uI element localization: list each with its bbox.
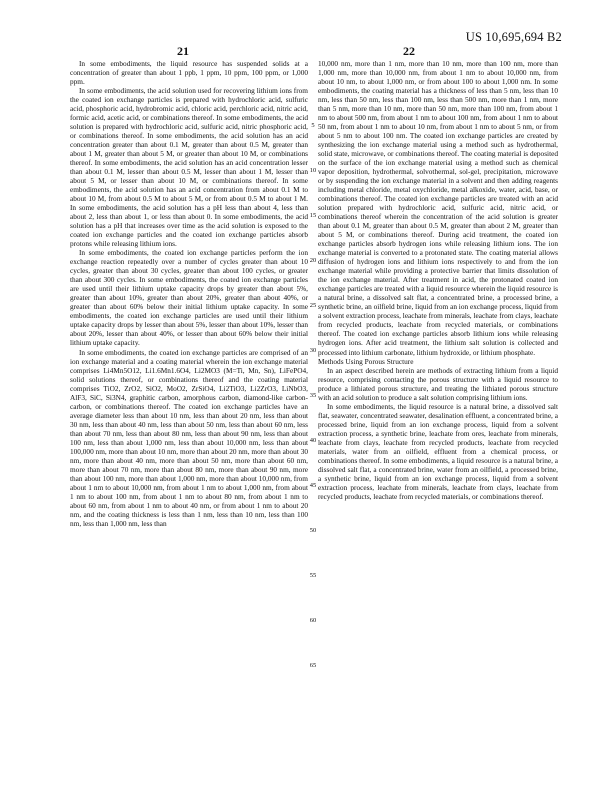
page-header bbox=[0, 30, 612, 50]
line-number: 10 bbox=[309, 167, 317, 174]
line-number: 45 bbox=[309, 482, 317, 489]
line-number: 35 bbox=[309, 392, 317, 399]
line-number: 65 bbox=[309, 662, 317, 669]
left-column bbox=[70, 59, 308, 528]
line-number: 30 bbox=[309, 347, 317, 354]
line-number: 20 bbox=[309, 257, 317, 264]
paragraph: In some embodiments, the coated ion exchange particles are comprised of an ion exchange material and a coating material wherein the ion exchange material comprises Li4Mn5O12, Li1.6Mn1.6O4, Li2MO3 (M=Ti, Mn, Sn), LiFePO4, solid solutions thereof, or combinations thereof and the coating material comprises TiO2, ZrO2, SiO2, MoO2, ZrSiO4, Li2TiO3, Li2ZrO3, LiNbO3, AlF3, SiC, Si3N4, graphitic carbon, amorphous carbon, diamond-like carbon-carbon, or combinations thereof. The coated ion exchange particles have an average diameter less than about 10 nm, less than about 20 nm, less than about 30 nm, less than about 40 nm, less than about 50 nm, less than about 60 nm, less than about 70 nm, less than about 80 nm, less than about 90 nm, less than about 100 nm, less than about 1,000 nm, less than about 10,000 nm, less than about 100,000 nm, more than about 10 nm, more than about 20 nm, more than about 30 nm, more than about 40 nm, more than about 50 nm, more than about 60 nm, more than about 70 nm, more than about 80 nm, more than about 90 nm, more than about 100 nm, more than about 1,000 nm, more than about 10,000 nm, from about 1 nm to about 10,000 nm, from about 1 nm to about 1,000 nm, from about 1 nm to about 100 nm, from about 1 nm to about 80 nm, from about 1 nm to about 60 nm, from about 1 nm to about 40 nm, or from about 1 nm to about 20 nm, and the coating thickness is less than 1 nm, less than 10 nm, less than 100 nm, less than 1,000 nm, less than bbox=[70, 347, 308, 528]
patent-number: US 10,695,694 B2 bbox=[465, 30, 562, 44]
paragraph: In some embodiments, the acid solution used for recovering lithium ions from the coated ion exchange particles is prepared with hydrochloric acid, sulfuric acid, phosphoric acid, hydrobromic acid, chloric acid, perchloric acid, nitric acid, formic acid, acetic acid, or combinations thereof. In some embodiments, the acid solution is prepared with hydrochloric acid, sulfuric acid, nitric phosphoric acid, or combinations thereof. In some embodiments, the acid solution has an acid concentration greater than about 0.1 M, greater than about 0.5 M, greater than about 1 M, greater than about 5 M, or greater than about 10 M, or combinations thereof. In some embodiments, the acid solution has an acid concentration lesser than about 0.1 M, lesser than about 0.5 M, lesser than about 1 M, lesser than about 5 M, or lesser than about 10 M, or combinations thereof. In some embodiments, the acid solution has an acid concentration from about 0.1 M to about 10 M, from about 0.5 M to about 5 M, or from about 0.5 M to about 1 M. In some embodiments, the acid solution has a pH less than about 4, less than about 2, less than about 1, or less than about 0. In some embodiments, the acid solution has a pH that increases over time as the acid solution is exposed to the coated ion exchange particles and the coated ion exchange particles absorb protons while releasing lithium ions. bbox=[70, 86, 308, 249]
left-column-number: 21 bbox=[177, 44, 189, 58]
paragraph: In some embodiments, the coated ion exchange particles perform the ion exchange reaction repeatedly over a number of cycles greater than about 10 cycles, greater than about 30 cycles, greater than about 100 cycles, or greater than about 300 cycles. In some embodiments, the coated ion exchange particles are used until their lithium uptake capacity drops by greater than about 5%, greater than about 10%, greater than about 20%, greater than about 40%, or greater than about 60% below their initial lithium uptake capacity. In some embodiments, the coated ion exchange particles are used until their lithium uptake capacity drops by lesser than about 5%, lesser than about 10%, lesser than about 20%, lesser than about 40%, or lesser than about 60% below their initial lithium uptake capacity. bbox=[70, 248, 308, 348]
paragraph: In some embodiments, the liquid resource has suspended solids at a concentration of greater than about 1 ppb, 1 ppm, 10 ppm, 100 ppm, or 1,000 ppm. bbox=[70, 59, 308, 87]
line-number: 25 bbox=[309, 302, 317, 309]
paragraph: In an aspect described herein are methods of extracting lithium from a liquid resource, comprising contacting the porous structure with a liquid resource to produce a lithiated porous structure, and treating the lithiated porous structure with an acid solution to produce a salt solution comprising lithium ions. bbox=[318, 365, 558, 402]
line-number: 15 bbox=[309, 212, 317, 219]
paragraph: 10,000 nm, more than 1 nm, more than 10 nm, more than 100 nm, more than 1,000 nm, more than 10,000 nm, from about 1 nm to about 10,000 nm, from about 10 nm, to about 1,000 nm, or from about 100 to about 1,000 nm. In some embodiments, the coating material has a thickness of less than 5 nm, less than 10 nm, less than 50 nm, less than 100 nm, less than 500 nm, more than 1 nm, more than 5 nm, more than 10 nm, more than 50 nm, more than 100 nm, from about 1 nm to about 500 nm, from about 1 nm to about 100 nm, from about 1 nm to about 50 nm, from about 1 nm to about 10 nm, from about 1 nm to about 5 nm, or from about 5 nm to about 100 nm. The coated ion exchange particles are created by synthesizing the ion exchange material using a method such as hydrothermal, solid state, microwave, or combinations thereof. The coating material is deposited on the surface of the ion exchange material using a method such as chemical vapor deposition, hydrothermal, solvothermal, sol-gel, precipitation, microwave or by suspending the ion exchange material in a solvent and then adding reagents including metal chloride, metal oxychloride, metal alkoxide, water, acid, base, or combinations thereof. The coated ion exchange particles are treated with an acid solution prepared with hydrochloric acid, sulfuric acid, nitric acid, or combinations thereof wherein the concentration of the acid solution is greater than about 0.1 M, greater than about 0.5 M, greater than about 2 M, greater than about 5 M, or combinations thereof. During acid treatment, the coated ion exchange particles absorb hydrogen ions while releasing lithium ions. The ion exchange material is converted to a protonated state. The coating material allows diffusion of hydrogen ions and lithium ions respectively to and from the ion exchange material while providing a protective barrier that limits dissolution of the ion exchange material. After treatment in acid, the protonated coated ion exchange particles are treated with a liquid resource wherein the liquid resource is a natural brine, a dissolved salt flat, a concentrated brine, a processed brine, a synthetic brine, an oilfield brine, liquid from an ion exchange process, liquid from a solvent extraction process, leachate from minerals, leachate from clays, leachate from recycled products, leachate from recycled materials, or combinations thereof. The coated ion exchange particles absorb lithium ions while releasing hydrogen ions. After acid treatment, the lithium salt solution is collected and processed into lithium carbonate, lithium hydroxide, or lithium phosphate. bbox=[318, 59, 558, 357]
paragraph: In some embodiments, the liquid resource is a natural brine, a dissolved salt flat, seawater, concentrated seawater, desalination effluent, a concentrated brine, a processed brine, liquid from an ion exchange process, liquid from a solvent extraction process, a synthetic brine, leachate from ores, leachate from minerals, leachate from clays, leachate from recycled products, leachate from recycled materials, water from an oilfield, effluent from a chemical process, or combinations thereof. In some embodiments, a liquid resource is a natural brine, a dissolved salt flat, a concentrated brine, water from an oilfield, a processed brine, a synthetic brine, liquid from an ion exchange process, liquid from a solvent extraction process, leachate from minerals, leachate from clays, leachate from recycled products, leachate from recycled materials, or combinations thereof. bbox=[318, 401, 558, 501]
line-number: 55 bbox=[309, 572, 317, 579]
line-number: 40 bbox=[309, 437, 317, 444]
line-number: 5 bbox=[311, 122, 315, 129]
line-number: 50 bbox=[309, 527, 317, 534]
right-column-number: 22 bbox=[403, 44, 415, 58]
right-column bbox=[318, 59, 558, 501]
line-number: 60 bbox=[309, 617, 317, 624]
section-heading: Methods Using Porous Structure bbox=[318, 356, 414, 366]
